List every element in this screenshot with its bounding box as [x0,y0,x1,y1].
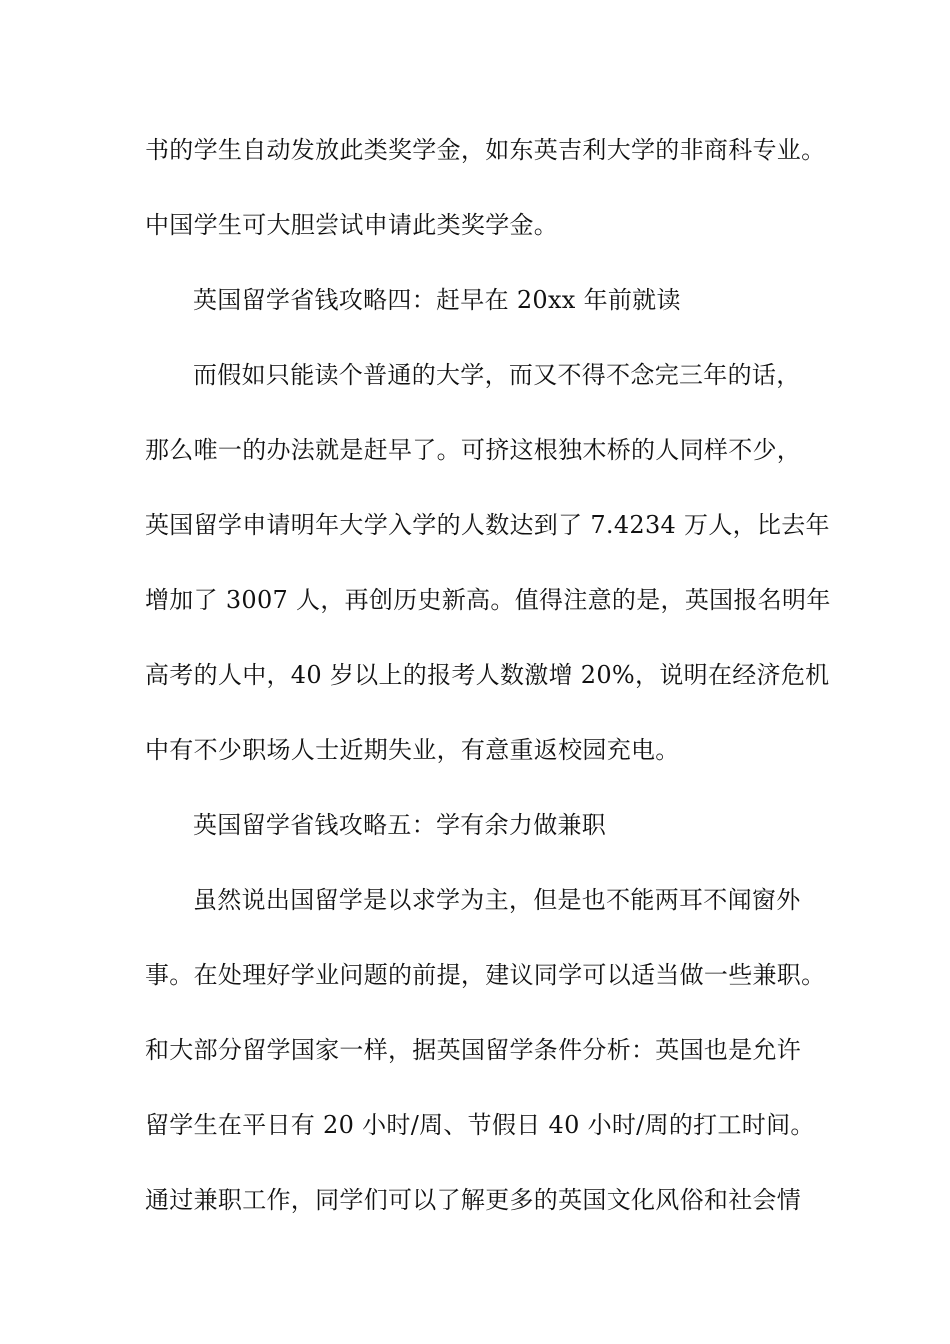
text-line: 英国留学申请明年大学入学的人数达到了 7.4234 万人，比去年 [145,511,830,539]
text-line: 增加了 3007 人，再创历史新高。值得注意的是，英国报名明年 [145,586,831,614]
paragraph-start: 虽然说出国留学是以求学为主，但是也不能两耳不闻窗外 [193,886,801,914]
text-line: 和大部分留学国家一样，据英国留学条件分析：英国也是允许 [145,1036,802,1064]
text-line: 书的学生自动发放此类奖学金，如东英吉利大学的非商科专业。 [145,136,826,164]
text-line: 中有不少职场人士近期失业，有意重返校园充电。 [145,736,680,764]
text-line: 通过兼职工作，同学们可以了解更多的英国文化风俗和社会情 [145,1186,802,1214]
text-line: 高考的人中，40 岁以上的报考人数激增 20%，说明在经济危机 [145,661,830,689]
text-line: 那么唯一的办法就是赶早了。可挤这根独木桥的人同样不少， [145,436,802,464]
paragraph-start: 而假如只能读个普通的大学，而又不得不念完三年的话， [193,361,801,389]
section-heading: 英国留学省钱攻略五：学有余力做兼职 [193,811,607,839]
text-line: 事。在处理好学业问题的前提，建议同学可以适当做一些兼职。 [145,961,826,989]
section-heading: 英国留学省钱攻略四：赶早在 20xx 年前就读 [193,286,681,314]
text-line: 中国学生可大胆尝试申请此类奖学金。 [145,211,559,239]
text-line: 留学生在平日有 20 小时/周、节假日 40 小时/周的打工时间。 [145,1111,815,1139]
